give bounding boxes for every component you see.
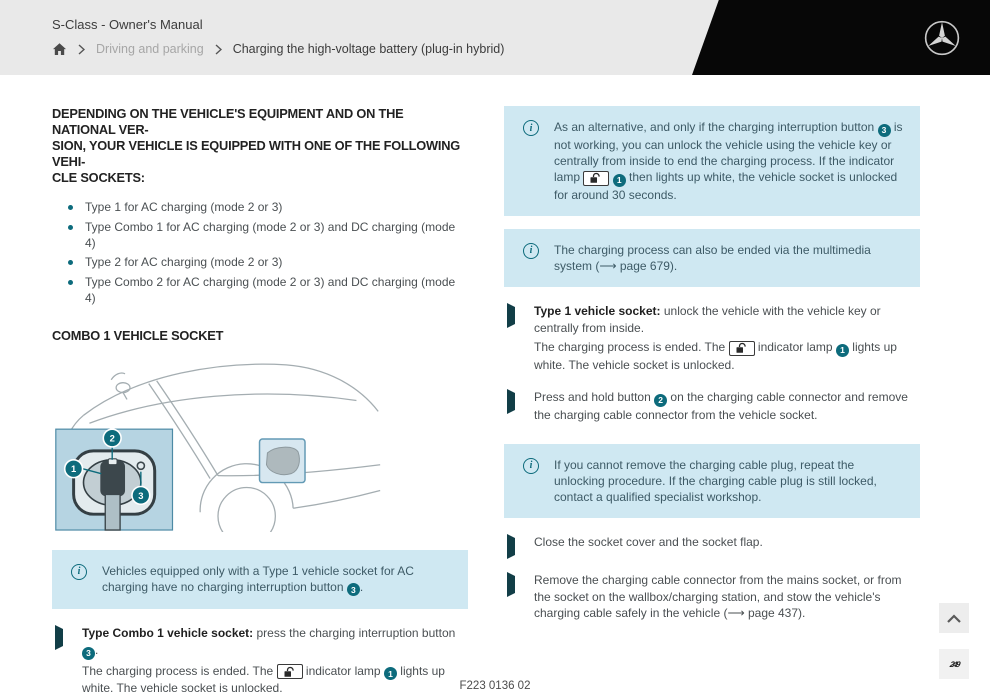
action-instruction: Press and hold button 2 on the charging cable connector and remove the charging cable connector from the vehicle socket. <box>534 390 908 423</box>
callout-1-label: 1 <box>71 462 77 474</box>
breadcrumb-current-page: Charging the high-voltage battery (plug-in hybrid) <box>232 42 505 56</box>
action-type1-socket <box>504 303 920 373</box>
socket-flap-marker <box>260 439 305 483</box>
action-close-cover <box>504 534 920 556</box>
info-icon: i <box>523 243 539 259</box>
bullet-icon <box>68 225 73 230</box>
bullet-icon <box>68 205 73 210</box>
action-press-hold-button <box>504 389 920 423</box>
info-note-multimedia <box>504 229 920 287</box>
info-note-plug-stuck <box>504 444 920 519</box>
list-item: Type Combo 2 for AC charging (mode 2 or 3) and DC charging (mode 4) <box>52 274 468 306</box>
unlock-indicator-icon <box>729 341 755 356</box>
unlock-indicator-icon <box>583 171 609 186</box>
section-heading: DEPENDING ON THE VEHICLE'S EQUIPMENT AND ON THE NATIONAL VER- SION, YOUR VEHICLE IS EQUIPPED WITH ONE OF THE FOLLOWING VEHI- CLE SOCKETS: <box>52 106 461 185</box>
bullet-icon <box>68 260 73 265</box>
info-note-type1-no-button <box>52 550 468 610</box>
action-marker-icon <box>504 534 534 556</box>
chevron-up-icon <box>945 612 963 625</box>
breadcrumb-section[interactable]: Driving and parking <box>96 42 204 56</box>
mercedes-logo-icon[interactable] <box>922 18 962 58</box>
callout-3-label: 3 <box>138 489 144 501</box>
subsection-heading: COMBO 1 VEHICLE SOCKET <box>52 327 224 343</box>
document-title: S-Class - Owner's Manual <box>52 17 203 32</box>
action-instruction: Remove the charging cable connector from the mains socket, or from the socket on the wallbox/charging station, and stow the vehicle's charging cable safely in the vehicle (⟶ page 437). <box>534 573 902 621</box>
breadcrumb-chevron-icon <box>215 44 222 55</box>
socket-inset <box>56 429 173 530</box>
info-note-alternative-unlock <box>504 106 920 216</box>
page-corner-glyph: 249 <box>948 659 960 669</box>
action-marker-icon <box>504 389 534 423</box>
info-icon: i <box>523 120 539 136</box>
brand-banner <box>692 0 990 75</box>
info-icon: i <box>71 564 87 580</box>
info-note-text: As an alternative, and only if the charging interruption button 3 is not working, you can unlock the vehicle using the vehicle key or centrally from inside to end the charging process. If the indicator lamp 1 then lights up white, the vehicle socket is unlocked for around 30 seconds. <box>554 120 903 202</box>
callout-3-badge: 3 <box>878 124 891 137</box>
vehicle-rear-illustration-svg <box>52 354 382 532</box>
info-note-text: The charging process can also be ended via the multimedia system (⟶ page 679). <box>554 242 871 273</box>
breadcrumb-chevron-icon <box>78 44 85 55</box>
callout-1-badge: 1 <box>836 344 849 357</box>
right-column <box>504 106 920 697</box>
list-item: Type 2 for AC charging (mode 2 or 3) <box>52 254 468 270</box>
action-marker-icon <box>504 572 534 622</box>
info-note-text: Vehicles equipped only with a Type 1 vehicle socket for AC charging have no charging interruption button 3 . <box>102 563 414 595</box>
socket-types-list <box>52 199 468 306</box>
scroll-to-top-button[interactable] <box>939 603 969 633</box>
action-instruction: Close the socket cover and the socket flap. <box>534 535 763 550</box>
callout-3-badge: 3 <box>82 647 95 660</box>
callout-1-badge: 1 <box>613 174 626 187</box>
result-paragraph: The charging process is ended. The indicator lamp 1 lights up white. The vehicle socket is unlocked. <box>82 663 445 696</box>
callout-2-label: 2 <box>109 432 115 444</box>
left-column <box>52 106 468 697</box>
action-instruction: Type 1 vehicle socket: unlock the vehicle with the vehicle key or centrally from inside. <box>534 304 881 335</box>
home-icon[interactable] <box>52 42 67 56</box>
info-note-text: If you cannot remove the charging cable plug, repeat the unlocking procedure. If the charging cable plug is still locked, contact a qualified specialist workshop. <box>554 457 877 505</box>
list-item: Type 1 for AC charging (mode 2 or 3) <box>52 199 468 215</box>
page-corner-button[interactable] <box>939 649 969 679</box>
action-marker-icon <box>504 303 534 373</box>
action-remove-connector <box>504 572 920 622</box>
page-header <box>0 0 990 75</box>
action-instruction: Type Combo 1 vehicle socket: press the charging interruption button 3 . <box>82 626 456 658</box>
figure-code: F223 0136 02 <box>459 680 531 692</box>
unlock-indicator-icon <box>277 664 303 679</box>
callout-1-badge: 1 <box>384 667 397 680</box>
result-paragraph: The charging process is ended. The indicator lamp 1 lights up white. The vehicle socket is unlocked. <box>534 340 897 372</box>
bullet-icon <box>68 280 73 285</box>
callout-2-badge: 2 <box>654 394 667 407</box>
info-icon: i <box>523 458 539 474</box>
vehicle-illustration <box>52 354 468 537</box>
list-item: Type Combo 1 for AC charging (mode 2 or 3) and DC charging (mode 4) <box>52 219 468 251</box>
callout-3-badge: 3 <box>347 583 360 596</box>
